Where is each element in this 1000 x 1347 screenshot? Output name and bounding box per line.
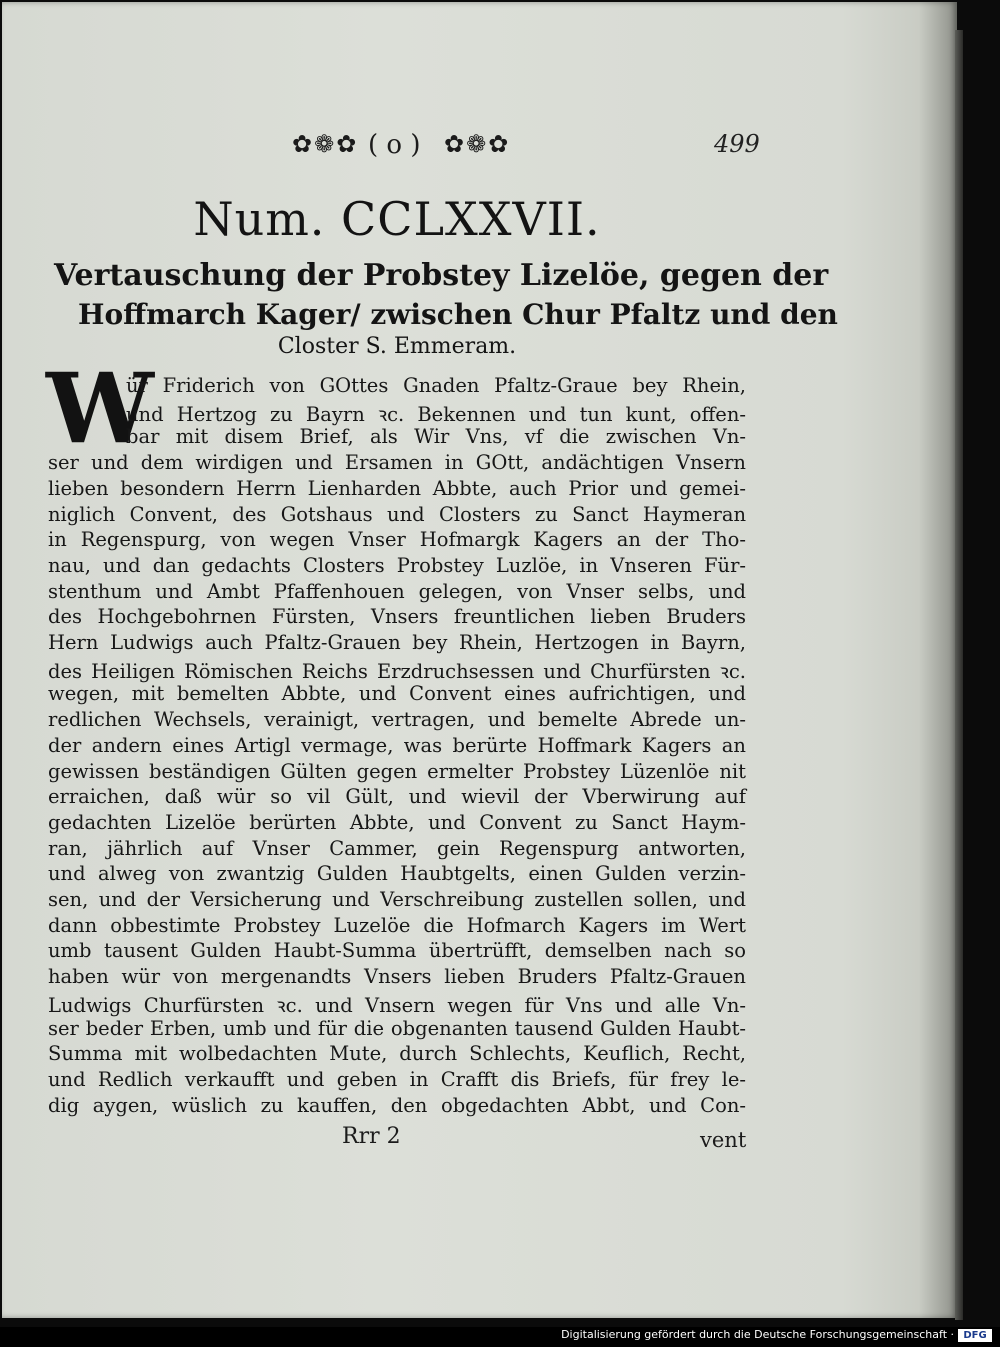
body-line: sen, und der Versicherung und Verschreibung zustellen sollen, und bbox=[48, 888, 746, 911]
body-line: umb tausent Gulden Haubt-Summa übertrüfft, demselben nach so bbox=[48, 939, 746, 963]
body-line: und alweg von zwantzig Gulden Haubtgelts, einen Gulden verzin- bbox=[48, 862, 746, 886]
body-line: niglich Convent, des Gotshaus und Closters zu Sanct Haymeran bbox=[48, 502, 746, 526]
body-line: haben wür von mergenandts Vnsers lieben Bruders Pfaltz-Grauen bbox=[48, 965, 746, 989]
body-line: wegen, mit bemelten Abbte, und Convent eines aufrichtigen, und bbox=[48, 682, 746, 706]
body-line: ser und dem wirdigen und Ersamen in GOtt, andächtigen Vnsern bbox=[48, 451, 746, 475]
body-line: gewissen beständigen Gülten gegen ermelter Probstey Lüzenlöe nit bbox=[48, 759, 746, 783]
body-line: redlichen Wechsels, verainigt, vertragen, und bemelte Abrede un- bbox=[48, 708, 746, 732]
ornament-left: ✿❁✿ bbox=[292, 130, 359, 158]
body-line: des Hochgebohrnen Fürsten, Vnsers freuntlichen lieben Bruders bbox=[48, 605, 746, 629]
body-line: lieben besondern Herrn Lienharden Abbte, auch Prior und gemei- bbox=[48, 476, 746, 500]
body-line: Ludwigs Churfürsten ꝛc. und Vnsern wegen für Vns und alle Vn- bbox=[48, 993, 746, 1017]
catchword: vent bbox=[700, 1128, 747, 1152]
page-number: 499 bbox=[714, 130, 760, 158]
title-line-1: Vertauschung der Probstey Lizelöe, gegen der bbox=[54, 258, 829, 293]
body-line: stenthum und Ambt Pfaffenhouen gelegen, von Vnser selbs, und bbox=[48, 579, 746, 603]
ornament-right: ✿❁✿ bbox=[444, 130, 511, 158]
body-line: der andern eines Artigl vermage, was berürte Hoffmark Kagers an bbox=[48, 733, 746, 757]
page-edge bbox=[955, 30, 963, 1320]
body-line: nau, und dan gedachts Closters Probstey Luzlöe, in Vnseren Für- bbox=[48, 553, 746, 577]
book-page bbox=[2, 2, 957, 1318]
body-line: ser beder Erben, umb und für die obgenanten tausend Gulden Haubt- bbox=[48, 1016, 746, 1040]
body-line: und Redlich verkaufft und geben in Crafft dis Briefs, für frey le- bbox=[48, 1067, 746, 1091]
title-line-2: Hoffmarch Kager/ zwischen Chur Pfaltz und den bbox=[78, 298, 838, 331]
drop-cap: W bbox=[46, 352, 154, 465]
body-line: bar mit disem Brief, als Wir Vns, vf die zwischen Vn- bbox=[126, 425, 746, 449]
signature-mark: Rrr 2 bbox=[342, 1124, 401, 1149]
digitization-credit: Digitalisierung gefördert durch die Deutsche Forschungsgemeinschaft · bbox=[561, 1328, 954, 1341]
dfg-logo: DFG bbox=[958, 1329, 992, 1342]
body-line: und Hertzog zu Bayrn ꝛc. Bekennen und tun kunt, offen- bbox=[126, 402, 746, 426]
body-line: dann obbestimte Probstey Luzelöe die Hofmarch Kagers im Wert bbox=[48, 913, 746, 937]
document-number: Num. CCLXXVII. bbox=[193, 192, 601, 246]
body-line: Hern Ludwigs auch Pfaltz-Grauen bey Rhein, Hertzogen in Bayrn, bbox=[48, 631, 746, 654]
body-line: des Heiligen Römischen Reichs Erzdruchsessen und Churfürsten ꝛc. bbox=[48, 659, 746, 683]
body-line: Summa mit wolbedachten Mute, durch Schlechts, Keuflich, Recht, bbox=[48, 1042, 746, 1066]
body-line: ran, jährlich auf Vnser Cammer, gein Regenspurg antworten, bbox=[48, 836, 746, 860]
title-line-3: Closter S. Emmeram. bbox=[277, 334, 517, 359]
body-line: in Regenspurg, von wegen Vnser Hofmargk Kagers an der Tho- bbox=[48, 528, 746, 552]
body-line: gedachten Lizelöe berürten Abbte, und Convent zu Sanct Haym- bbox=[48, 810, 746, 834]
running-header bbox=[2, 130, 957, 170]
body-line: ür Friderich von GOttes Gnaden Pfaltz-Graue bey Rhein, bbox=[126, 374, 746, 397]
folio-mark: ( o ) bbox=[368, 130, 421, 160]
body-line: erraichen, daß wür so vil Gült, und wievil der Vberwirung auf bbox=[48, 785, 746, 809]
body-line: dig aygen, wüslich zu kauffen, den obgedachten Abbt, und Con- bbox=[48, 1093, 746, 1117]
